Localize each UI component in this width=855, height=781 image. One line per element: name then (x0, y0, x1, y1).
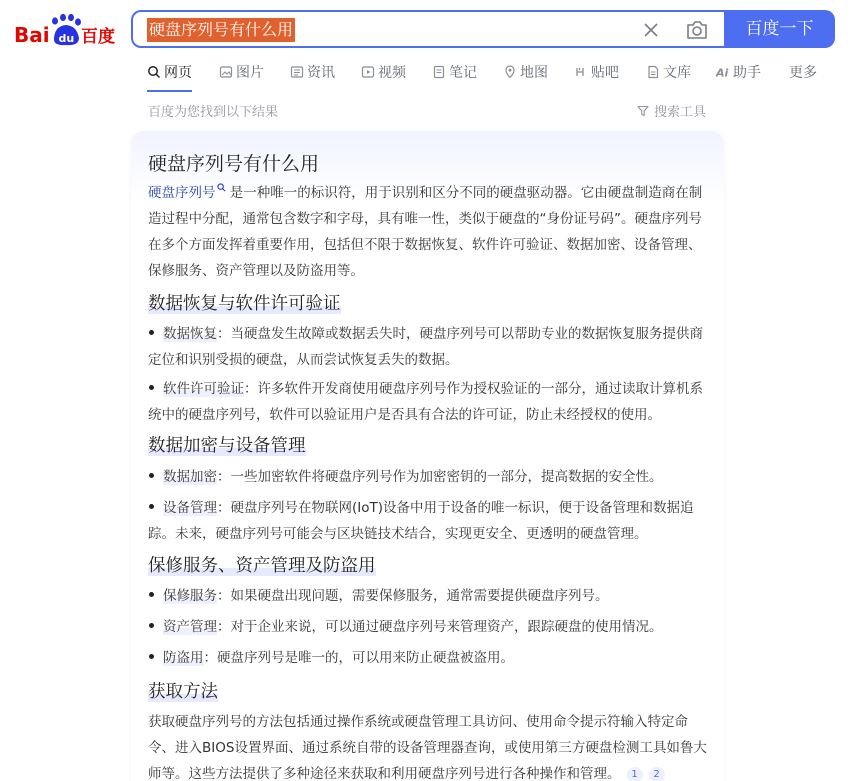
filter-icon (637, 105, 649, 117)
search-icon (147, 65, 161, 79)
camera-icon[interactable] (685, 19, 709, 41)
list-item-text: ：对于企业来说，可以通过硬盘序列号来管理资产，跟踪硬盘的使用情况。 (217, 619, 663, 635)
bullet-dot (149, 504, 154, 509)
bullet-dot (149, 654, 154, 659)
paragraph-text: 获取硬盘序列号的方法包括通过操作系统或硬盘管理工具访问、使用命令提示符输入特定命令、进入BIOS设置界面、通过系统自带的设备管理器查询，或使用第三方硬盘检测工具如鲁大师等。这些方法提供了多种途径来获取和利用硬盘序列号进行各种操作和管理。 (148, 714, 707, 781)
list-item (148, 495, 710, 547)
tab-more[interactable] (789, 60, 817, 84)
search-box[interactable] (131, 10, 724, 48)
section-heading: 数据恢复与软件许可验证 (148, 294, 341, 314)
tab-label: 贴吧 (591, 65, 619, 81)
ai-icon (716, 65, 730, 79)
search-tools-label: 搜索工具 (654, 105, 707, 120)
tab-label: 助手 (733, 65, 761, 81)
list-item-text: ：硬盘序列号在物联网(IoT)设备中用于设备的唯一标识，便于设备管理和数据追踪。未来，硬盘序列号可能会与区块链技术结合，实现更安全、更透明的硬盘管理。 (148, 500, 694, 542)
list-item-term: 资产管理 (163, 619, 217, 635)
list-item-term: 数据恢复 (163, 326, 217, 342)
bullet-dot (149, 473, 154, 478)
section-heading: 保修服务、资产管理及防盗用 (148, 556, 376, 576)
tab-label: 视频 (378, 65, 406, 81)
tab-label: 资讯 (307, 65, 335, 81)
ai-answer-card (131, 131, 724, 781)
tab-assistant[interactable] (716, 60, 761, 84)
search-button[interactable]: 百度一下 (724, 10, 835, 48)
list-item-text: ：硬盘序列号是唯一的，可以用来防止硬盘被盗用。 (203, 650, 514, 666)
logo-cn-text: 百度 (81, 27, 115, 47)
tab-tieba[interactable] (574, 60, 619, 84)
search-tabs (147, 60, 827, 84)
list-item (148, 645, 710, 671)
list-item (148, 583, 710, 609)
tab-label: 更多 (789, 65, 817, 81)
list-item-term: 设备管理 (163, 500, 217, 516)
tab-video[interactable] (361, 60, 406, 84)
news-icon (290, 65, 304, 79)
tab-images[interactable] (219, 60, 264, 84)
logo-du-text: du (58, 32, 75, 45)
list-item (148, 614, 710, 640)
doc-icon (646, 65, 660, 79)
list-item-term: 保修服务 (163, 588, 217, 604)
clear-icon[interactable] (641, 20, 661, 40)
answer-paragraph (148, 709, 710, 781)
note-icon (432, 65, 446, 79)
section-heading: 获取方法 (148, 682, 218, 702)
search-input[interactable]: 硬盘序列号有什么用 (147, 18, 295, 42)
tab-notes[interactable] (432, 60, 477, 84)
search-tools-button[interactable] (637, 101, 706, 120)
tab-label: 笔记 (449, 65, 477, 81)
list-item (148, 321, 710, 373)
list-item (148, 464, 710, 490)
tab-web[interactable] (147, 60, 192, 84)
list-item-term: 数据加密 (163, 469, 217, 485)
list-item-term: 防盗用 (163, 650, 204, 666)
citation-badge[interactable]: 2 (649, 767, 665, 781)
map-icon (503, 65, 517, 79)
intro-text: 是一种唯一的标识符，用于识别和区分不同的硬盘驱动器。它由硬盘制造商在制造过程中分配，通常包含数字和字母，具有唯一性，类似于硬盘的“身份证号码”。硬盘序列号在多个方面发挥着重要作用，包括但不限于数据恢复、软件许可验证、数据加密、设备管理、保修服务、资产管理以及防盗用等。 (148, 185, 703, 279)
answer-title: 硬盘序列号有什么用 (148, 153, 320, 175)
citation-badge[interactable]: 1 (627, 767, 643, 781)
tab-label: 网页 (164, 65, 192, 81)
search-icon[interactable] (217, 183, 226, 192)
list-item-text: ：当硬盘发生故障或数据丢失时，硬盘序列号可以帮助专业的数据恢复服务提供商定位和识别受损的硬盘，从而尝试恢复丢失的数据。 (148, 326, 703, 368)
svg-text:Ai: Ai (716, 66, 729, 79)
bullet-dot (149, 592, 154, 597)
answer-intro (148, 180, 710, 284)
list-item-text: ：如果硬盘出现问题，需要保修服务，通常需要提供硬盘序列号。 (217, 588, 609, 604)
bullet-dot (149, 330, 154, 335)
tab-wenku[interactable] (646, 60, 691, 84)
keyword-link[interactable]: 硬盘序列号 (148, 185, 216, 201)
list-item-term: 软件许可验证 (163, 381, 244, 397)
list-item-text: ：一些加密软件将硬盘序列号作为加密密钥的一部分，提高数据的安全性。 (217, 469, 663, 485)
tieba-icon (574, 65, 588, 79)
tab-news[interactable] (290, 60, 335, 84)
bullet-dot (149, 623, 154, 628)
baidu-logo[interactable] (14, 12, 118, 48)
logo-bai-text: Bai (14, 23, 50, 47)
video-icon (361, 65, 375, 79)
tab-map[interactable] (503, 60, 548, 84)
section-heading: 数据加密与设备管理 (148, 436, 306, 456)
tab-label: 图片 (236, 65, 264, 81)
list-item-text: ：许多软件开发商使用硬盘序列号作为授权验证的一部分，通过读取计算机系统中的硬盘序列号，软件可以验证用户是否具有合法的许可证，防止未经授权的使用。 (148, 381, 703, 423)
result-count: 百度为您找到以下结果 (148, 105, 279, 120)
tab-label: 地图 (520, 65, 548, 81)
bullet-dot (149, 385, 154, 390)
tab-label: 文库 (663, 65, 691, 81)
image-icon (219, 65, 233, 79)
list-item (148, 376, 710, 428)
